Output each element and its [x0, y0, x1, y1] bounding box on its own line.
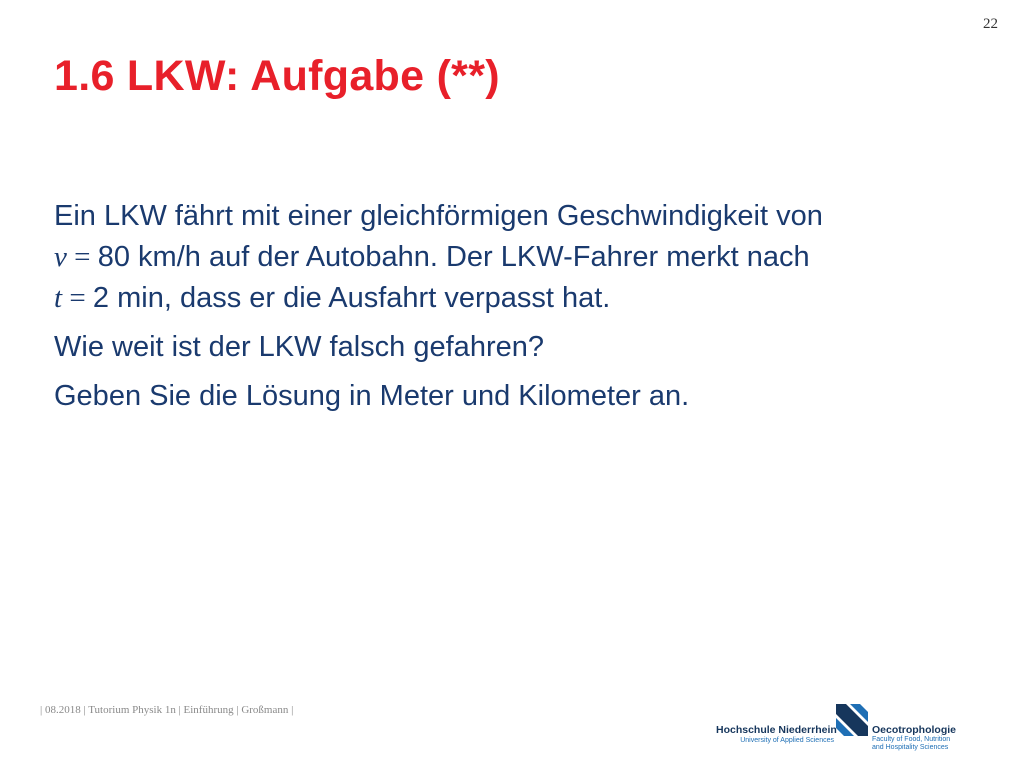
page-number: 22 — [983, 16, 998, 32]
university-name: Hochschule Niederrhein — [716, 724, 837, 736]
task-question: Wie weit ist der LKW falsch gefahren? — [54, 331, 544, 363]
university-label — [716, 724, 837, 745]
task-text-part-c: 2 min, dass er die Ausfahrt verpasst hat. — [92, 282, 611, 314]
faculty-subtitle-line-1: Faculty of Food, Nutrition — [872, 736, 951, 743]
equals-sign: = — [66, 241, 98, 273]
hochschule-niederrhein-logo-mark-icon — [836, 704, 868, 740]
task-text-part-b: 80 km/h auf der Autobahn. Der LKW-Fahrer merkt nach — [97, 241, 810, 273]
variable-v: v — [54, 241, 67, 273]
university-subtitle: University of Applied Sciences — [740, 737, 834, 744]
faculty-subtitle-line-2: and Hospitality Sciences — [872, 744, 949, 751]
footer-info: | 08.2018 | Tutorium Physik 1n | Einführung | Großmann | — [40, 704, 294, 716]
faculty-name: Oecotrophologie — [872, 724, 956, 736]
task-text — [54, 196, 994, 425]
footer-logo — [716, 704, 966, 754]
equals-sign: = — [62, 282, 93, 314]
faculty-label — [872, 724, 968, 752]
slide-title: 1.6 LKW: Aufgabe (**) — [54, 52, 500, 100]
task-instruction: Geben Sie die Lösung in Meter und Kilometer an. — [54, 380, 690, 412]
task-text-part-a: Ein LKW fährt mit einer gleichförmigen Geschwindigkeit von — [54, 200, 823, 232]
task-paragraph-1 — [54, 196, 994, 319]
variable-t: t — [54, 282, 63, 314]
